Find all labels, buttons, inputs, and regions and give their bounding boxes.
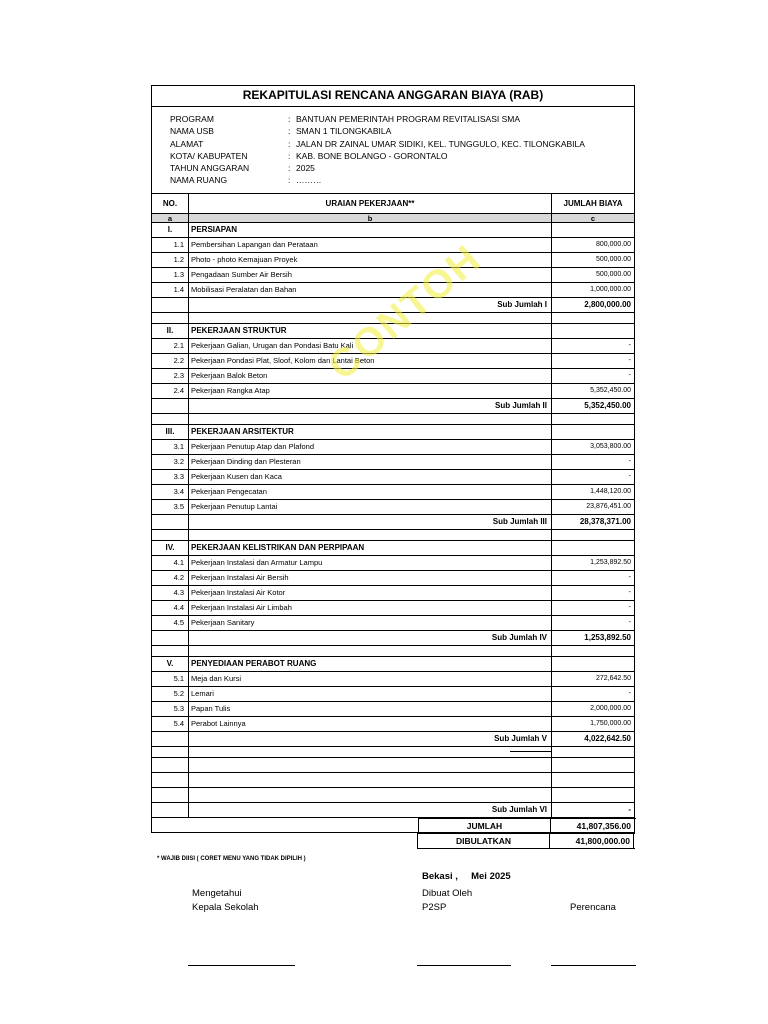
- item-value: 2,000,000.00: [590, 705, 631, 712]
- blank-row: [152, 758, 634, 773]
- subheader-c: c: [590, 214, 596, 223]
- item-description: Pekerjaan Instalasi dan Armatur Lampu: [189, 556, 552, 570]
- item-value: -: [628, 589, 631, 596]
- dibulatkan-value: 41,800,000.00: [550, 834, 634, 848]
- subtotal-value: 5,352,450.00: [584, 401, 631, 410]
- item-description: Pekerjaan Rangka Atap: [189, 384, 552, 398]
- item-value: -: [628, 473, 631, 480]
- sig-left-line1: Mengetahui: [192, 888, 242, 899]
- info-value: ………: [296, 175, 322, 186]
- item-number: 2.2: [152, 354, 189, 368]
- item-number: 2.3: [152, 369, 189, 383]
- item-description: Meja dan Kursi: [189, 672, 552, 686]
- blank-row: [152, 747, 634, 758]
- info-separator: :: [288, 126, 291, 137]
- info-separator: :: [288, 175, 291, 186]
- section-row: [152, 425, 634, 440]
- table-row: [152, 238, 634, 253]
- item-description: Mobilisasi Peralatan dan Bahan: [189, 283, 552, 297]
- section-row: [152, 223, 634, 238]
- item-number: 4.4: [152, 601, 189, 615]
- info-separator: :: [288, 138, 291, 149]
- item-value: 500,000.00: [595, 271, 631, 278]
- info-label: ALAMAT: [170, 138, 204, 149]
- item-number: 3.3: [152, 470, 189, 484]
- section-value: [552, 657, 634, 671]
- section-row: [152, 541, 634, 556]
- subheader-a: a: [152, 214, 189, 222]
- item-value: -: [628, 342, 631, 349]
- table-row: [152, 687, 634, 702]
- table-row: [152, 485, 634, 500]
- note-text: * WAJIB DIISI ( CORET MENU YANG TIDAK DIPILIH ): [157, 856, 306, 862]
- table-row: [152, 601, 634, 616]
- item-number: 5.1: [152, 672, 189, 686]
- subtotal-row: [152, 399, 634, 414]
- info-separator: :: [288, 163, 291, 174]
- item-value: 3,053,800.00: [590, 443, 631, 450]
- item-number: 2.1: [152, 339, 189, 353]
- document-title: REKAPITULASI RENCANA ANGGARAN BIAYA (RAB): [152, 86, 634, 107]
- section-title: PEKERJAAN KELISTRIKAN DAN PERPIPAAN: [189, 541, 552, 555]
- subtotal-label: Sub Jumlah IV: [189, 631, 552, 645]
- watermark: CONTOH: [320, 236, 490, 389]
- item-description: Pekerjaan Penutup Atap dan Plafond: [189, 440, 552, 454]
- sig-mid-line1: Dibuat Oleh: [422, 888, 473, 899]
- item-value: -: [628, 372, 631, 379]
- info-row: [170, 125, 585, 137]
- jumlah-label: JUMLAH: [418, 819, 551, 834]
- dibulatkan-label: DIBULATKAN: [417, 834, 550, 848]
- table-row: [152, 268, 634, 283]
- signature-line-middle: [417, 965, 511, 966]
- table-header: [152, 194, 634, 214]
- item-value: -: [628, 604, 631, 611]
- item-description: Pekerjaan Instalasi Air Kotor: [189, 586, 552, 600]
- item-description: Papan Tulis: [189, 702, 552, 716]
- subtotal-row: [152, 515, 634, 530]
- blank-row: [152, 788, 634, 803]
- subtotal-empty: [152, 399, 189, 413]
- blank-row: [152, 530, 634, 541]
- info-separator: :: [288, 114, 291, 124]
- info-label: KOTA/ KABUPATEN: [170, 150, 248, 161]
- sig-right-line2: Perencana: [570, 902, 616, 913]
- table-row: [152, 672, 634, 687]
- item-value: 5,352,450.00: [590, 387, 631, 394]
- date-text: Bekasi , Mei 2025: [422, 871, 511, 882]
- item-value: -: [628, 574, 631, 581]
- info-row: [170, 150, 585, 162]
- info-label: TAHUN ANGGARAN: [170, 163, 250, 174]
- header-uraian: URAIAN PEKERJAAN**: [189, 194, 552, 213]
- info-label: PROGRAM: [170, 114, 214, 124]
- item-number: 1.1: [152, 238, 189, 252]
- item-description: Pekerjaan Balok Beton: [189, 369, 552, 383]
- item-value: -: [628, 357, 631, 364]
- table-row: [152, 369, 634, 384]
- section-number: V.: [152, 657, 189, 671]
- totals: [418, 818, 636, 834]
- subtotal-row: [152, 732, 634, 747]
- info-value: 2025: [296, 163, 315, 174]
- subtotal-row: [152, 631, 634, 646]
- table-row: [152, 440, 634, 455]
- sig-mid-line2: P2SP: [422, 902, 447, 913]
- subtotal-value: 4,022,642.50: [584, 734, 631, 743]
- header-no: NO.: [152, 194, 189, 213]
- subtotal-label: Sub Jumlah III: [189, 515, 552, 529]
- item-number: 1.3: [152, 268, 189, 282]
- item-description: Pekerjaan Pengecatan: [189, 485, 552, 499]
- item-description: Pekerjaan Dinding dan Plesteran: [189, 455, 552, 469]
- item-number: 4.5: [152, 616, 189, 630]
- table-subheader: [152, 214, 634, 223]
- item-number: 2.4: [152, 384, 189, 398]
- signature-line-left: [188, 965, 295, 966]
- subheader-b: b: [189, 214, 552, 222]
- table-row: [152, 384, 634, 399]
- item-description: Pekerjaan Penutup Lantai: [189, 500, 552, 514]
- item-number: 3.1: [152, 440, 189, 454]
- dibulatkan-block: [417, 833, 635, 849]
- signature-line-right: [551, 965, 636, 966]
- item-value: 1,253,892.50: [590, 559, 631, 566]
- item-description: Pekerjaan Galian, Urugan dan Pondasi Batu Kali: [189, 339, 552, 353]
- subtotal-value: 28,378,371.00: [579, 517, 631, 526]
- item-number: 5.2: [152, 687, 189, 701]
- signature-left: [192, 887, 259, 915]
- section-value: [552, 425, 634, 439]
- item-value: 1,750,000.00: [590, 720, 631, 727]
- subtotal-value: -: [628, 805, 631, 814]
- table-row: [152, 354, 634, 369]
- item-description: Perabot Lainnya: [189, 717, 552, 731]
- section-title: PENYEDIAAN PERABOT RUANG: [189, 657, 552, 671]
- item-number: 3.4: [152, 485, 189, 499]
- jumlah-row: [418, 818, 636, 834]
- item-value: 800,000.00: [595, 241, 631, 248]
- item-value: 23,876,451.00: [586, 503, 631, 510]
- subtotal-label: Sub Jumlah I: [189, 298, 552, 312]
- subtotal-empty: [152, 732, 189, 746]
- section-number: IV.: [152, 541, 189, 555]
- section-title: PEKERJAAN ARSITEKTUR: [189, 425, 552, 439]
- blank-row: [152, 646, 634, 657]
- info-row: [170, 113, 585, 125]
- section-number: III.: [152, 425, 189, 439]
- subtotal-empty: [152, 515, 189, 529]
- jumlah-value: 41,807,356.00: [551, 819, 635, 834]
- item-value: -: [628, 690, 631, 697]
- section-title: PEKERJAAN STRUKTUR: [189, 324, 552, 338]
- section-title: PERSIAPAN: [189, 223, 552, 237]
- subtotal-empty: [152, 631, 189, 645]
- section-number: I.: [152, 223, 189, 237]
- section-value: [552, 541, 634, 555]
- table-row: [152, 586, 634, 601]
- info-value: SMAN 1 TILONGKABILA: [296, 126, 392, 137]
- info-value: KAB. BONE BOLANGO - GORONTALO: [296, 150, 448, 161]
- table-row: [152, 556, 634, 571]
- info-label: NAMA USB: [170, 126, 214, 137]
- section-value: [552, 324, 634, 338]
- item-value: 272,642.50: [595, 675, 631, 682]
- table-row: [152, 455, 634, 470]
- divider-line: [510, 751, 552, 752]
- rab-table: [152, 193, 634, 818]
- item-description: Photo - photo Kemajuan Proyek: [189, 253, 552, 267]
- info-label: NAMA RUANG: [170, 175, 228, 186]
- table-row: [152, 470, 634, 485]
- item-number: 1.4: [152, 283, 189, 297]
- sig-left-line2: Kepala Sekolah: [192, 902, 259, 913]
- table-row: [152, 500, 634, 515]
- info-row: [170, 138, 585, 150]
- item-value: 1,000,000.00: [590, 286, 631, 293]
- item-description: Lemari: [189, 687, 552, 701]
- subtotal-empty: [152, 298, 189, 312]
- table-row: [152, 616, 634, 631]
- table-row: [152, 717, 634, 732]
- item-number: 4.1: [152, 556, 189, 570]
- section-value: [552, 223, 634, 237]
- item-description: Pekerjaan Pondasi Plat, Sloof, Kolom dan Lantai Beton: [189, 354, 552, 368]
- item-number: 3.5: [152, 500, 189, 514]
- item-number: 1.2: [152, 253, 189, 267]
- table-row: [152, 253, 634, 268]
- info-row: [170, 174, 585, 186]
- dibulatkan-row: [417, 833, 635, 849]
- section-number: II.: [152, 324, 189, 338]
- rab-sheet: [151, 85, 635, 833]
- item-value: 1,448,120.00: [590, 488, 631, 495]
- item-number: 5.3: [152, 702, 189, 716]
- subtotal-label: Sub Jumlah V: [189, 732, 552, 746]
- item-value: -: [628, 619, 631, 626]
- info-separator: :: [288, 150, 291, 161]
- blank-row: [152, 773, 634, 788]
- table-row: [152, 702, 634, 717]
- signature-middle: [422, 887, 472, 915]
- subtotal-label: Sub Jumlah II: [189, 399, 552, 413]
- item-number: 3.2: [152, 455, 189, 469]
- info-value: BANTUAN PEMERINTAH PROGRAM REVITALISASI SMA: [296, 114, 521, 124]
- item-description: Pekerjaan Instalasi Air Limbah: [189, 601, 552, 615]
- item-number: 5.4: [152, 717, 189, 731]
- item-description: Pekerjaan Sanitary: [189, 616, 552, 630]
- subtotal-value: 2,800,000.00: [584, 300, 631, 309]
- subtotal-row-vi: [152, 803, 634, 818]
- table-row: [152, 571, 634, 586]
- header-jumlah: JUMLAH BIAYA: [563, 199, 623, 208]
- subtotal-value: 1,253,892.50: [584, 633, 631, 642]
- item-number: 4.3: [152, 586, 189, 600]
- item-description: Pekerjaan Instalasi Air Bersih: [189, 571, 552, 585]
- subtotal-label: Sub Jumlah VI: [189, 803, 552, 817]
- info-row: [170, 162, 585, 174]
- item-description: Pembersihan Lapangan dan Perataan: [189, 238, 552, 252]
- item-description: Pengadaan Sumber Air Bersih: [189, 268, 552, 282]
- item-value: 500,000.00: [595, 256, 631, 263]
- item-description: Pekerjaan Kusen dan Kaca: [189, 470, 552, 484]
- section-row: [152, 657, 634, 672]
- item-number: 4.2: [152, 571, 189, 585]
- blank-row: [152, 414, 634, 425]
- item-value: -: [628, 458, 631, 465]
- signature-right: [570, 901, 616, 915]
- project-info: [170, 113, 585, 187]
- info-value: JALAN DR ZAINAL UMAR SIDIKI, KEL. TUNGGULO, KEC. TILONGKABILA: [296, 138, 585, 149]
